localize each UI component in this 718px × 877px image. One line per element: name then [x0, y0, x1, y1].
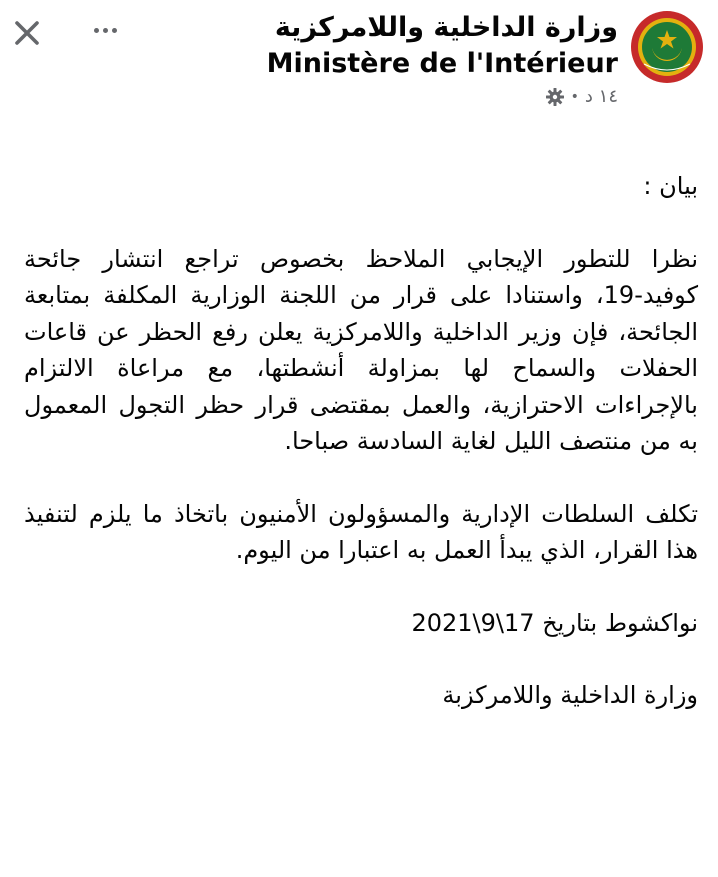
post-paragraph-2: تكلف السلطات الإدارية والمسؤولون الأمنيون باتخاذ ما يلزم لتنفيذ هذا القرار، الذي يبدأ العمل به اعتبارا من اليوم.	[16, 499, 698, 564]
post-meta	[184, 86, 618, 107]
ministry-emblem-logo	[630, 10, 704, 84]
post-date-line: نواكشوط بتاريخ 17\9\2021	[411, 608, 698, 637]
avatar[interactable]	[630, 10, 704, 84]
gear-icon[interactable]	[545, 87, 565, 107]
post-text	[16, 168, 698, 714]
meta-separator: •	[570, 88, 579, 105]
page-name-link[interactable]: وزارة الداخلية واللامركزية Ministère de l'Intérieur	[266, 12, 618, 79]
post-time[interactable]: ١٤ د	[584, 86, 618, 107]
post-paragraph-1: نظرا للتطور الإيجابي الملاحظ بخصوص تراجع انتشار جائحة كوفيد-19، واستنادا على قرار من اللجنة الوزارية المكلفة بمتابعة الجائحة، فإن وزير الداخلية واللامركزية يعلن رفع الحظر عن قاعات الحفلات والسماح لها بمزاولة أنشطتها، مع مراعاة الالتزام بالإجراءات الاحترازية، والعمل بمقتضى قرار حظر التجول المعمول به من منتصف الليل لغاية السادسة صباحا.	[16, 244, 698, 455]
post-signature: وزارة الداخلية واللامركزبة	[442, 681, 698, 709]
more-horizontal-icon	[94, 28, 99, 33]
close-button[interactable]	[12, 18, 42, 48]
more-options-button[interactable]	[88, 22, 122, 38]
post-heading: بيان :	[643, 172, 698, 200]
post-header	[184, 10, 704, 107]
close-icon	[14, 20, 40, 46]
